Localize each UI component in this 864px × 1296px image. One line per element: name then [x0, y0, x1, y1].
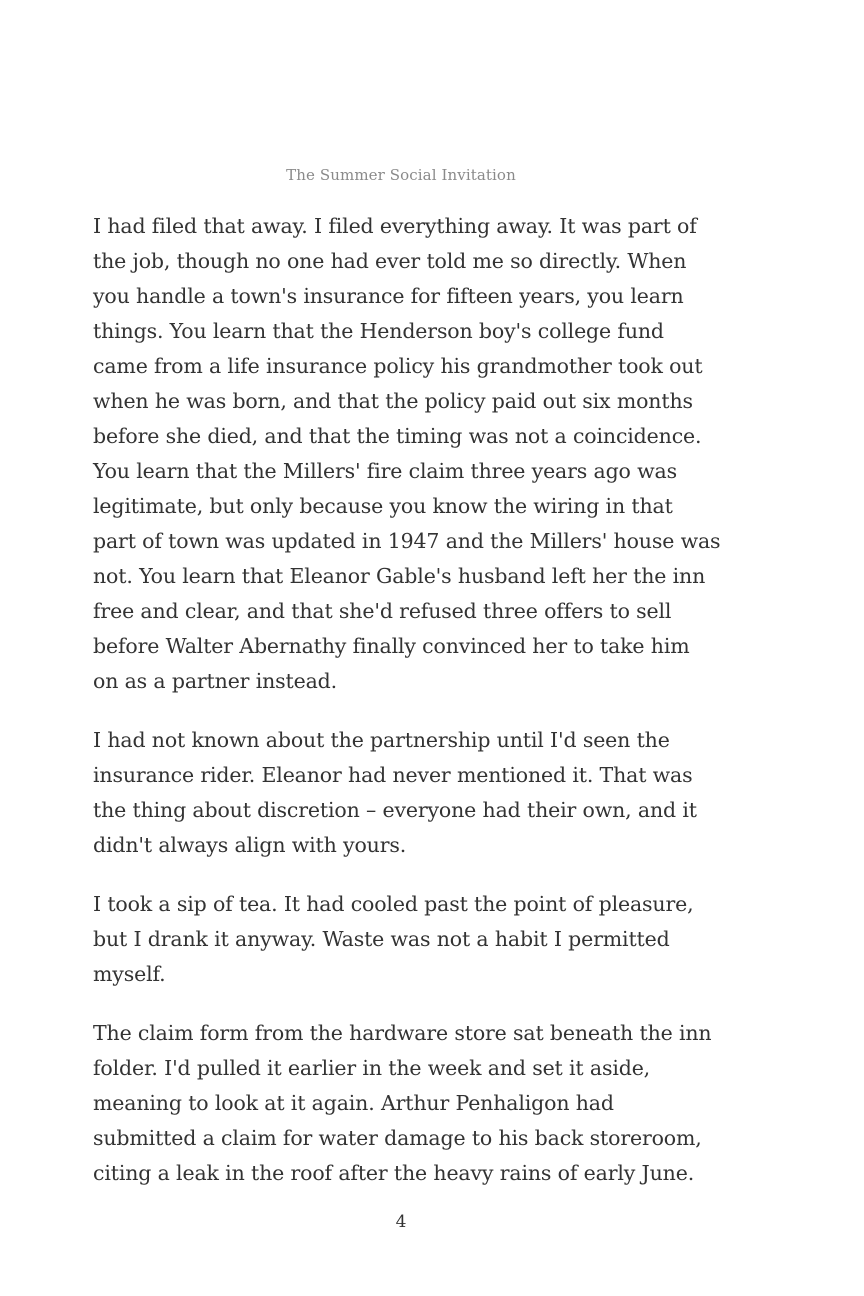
text-line: part of town was updated in 1947 and the Millers' house was: [93, 529, 721, 553]
text-line: things. You learn that the Henderson boy's college fund: [93, 319, 664, 343]
text-line: folder. I'd pulled it earlier in the week and set it aside,: [93, 1056, 651, 1080]
text-line: meaning to look at it again. Arthur Penhaligon had: [93, 1091, 614, 1115]
text-line: didn't always align with yours.: [93, 833, 407, 857]
text-line: I had filed that away. I filed everything away. It was part of: [93, 214, 697, 238]
text-line: not. You learn that Eleanor Gable's husband left her the inn: [93, 564, 706, 588]
text-line: you handle a town's insurance for fifteen years, you learn: [93, 284, 684, 308]
text-line: the thing about discretion – everyone had their own, and it: [93, 798, 697, 822]
text-line: before Walter Abernathy finally convinced her to take him: [93, 634, 690, 658]
paragraph: [93, 1016, 712, 1191]
text-line: The claim form from the hardware store sat beneath the inn: [93, 1021, 712, 1045]
paragraph: [93, 209, 721, 699]
text-line: before she died, and that the timing was not a coincidence.: [93, 424, 702, 448]
body-text: [93, 209, 721, 1215]
text-line: You learn that the Millers' fire claim three years ago was: [93, 459, 677, 483]
paragraph: [93, 723, 705, 863]
text-line: but I drank it anyway. Waste was not a habit I permitted: [93, 927, 670, 951]
paragraph: [93, 887, 705, 992]
text-line: legitimate, but only because you know the wiring in that: [93, 494, 673, 518]
page-number: 4: [395, 1212, 407, 1232]
text-line: citing a leak in the roof after the heavy rains of early June.: [93, 1161, 695, 1185]
text-line: free and clear, and that she'd refused three offers to sell: [93, 599, 672, 623]
text-line: when he was born, and that the policy paid out six months: [93, 389, 693, 413]
text-line: insurance rider. Eleanor had never mentioned it. That was: [93, 763, 693, 787]
running-header: The Summer Social Invitation: [286, 166, 516, 184]
text-line: I took a sip of tea. It had cooled past the point of pleasure,: [93, 892, 694, 916]
text-line: I had not known about the partnership until I'd seen the: [93, 728, 670, 752]
text-line: submitted a claim for water damage to his back storeroom,: [93, 1126, 702, 1150]
text-line: came from a life insurance policy his grandmother took out: [93, 354, 703, 378]
text-line: myself.: [93, 962, 166, 986]
text-line: the job, though no one had ever told me so directly. When: [93, 249, 687, 273]
text-line: on as a partner instead.: [93, 669, 338, 693]
